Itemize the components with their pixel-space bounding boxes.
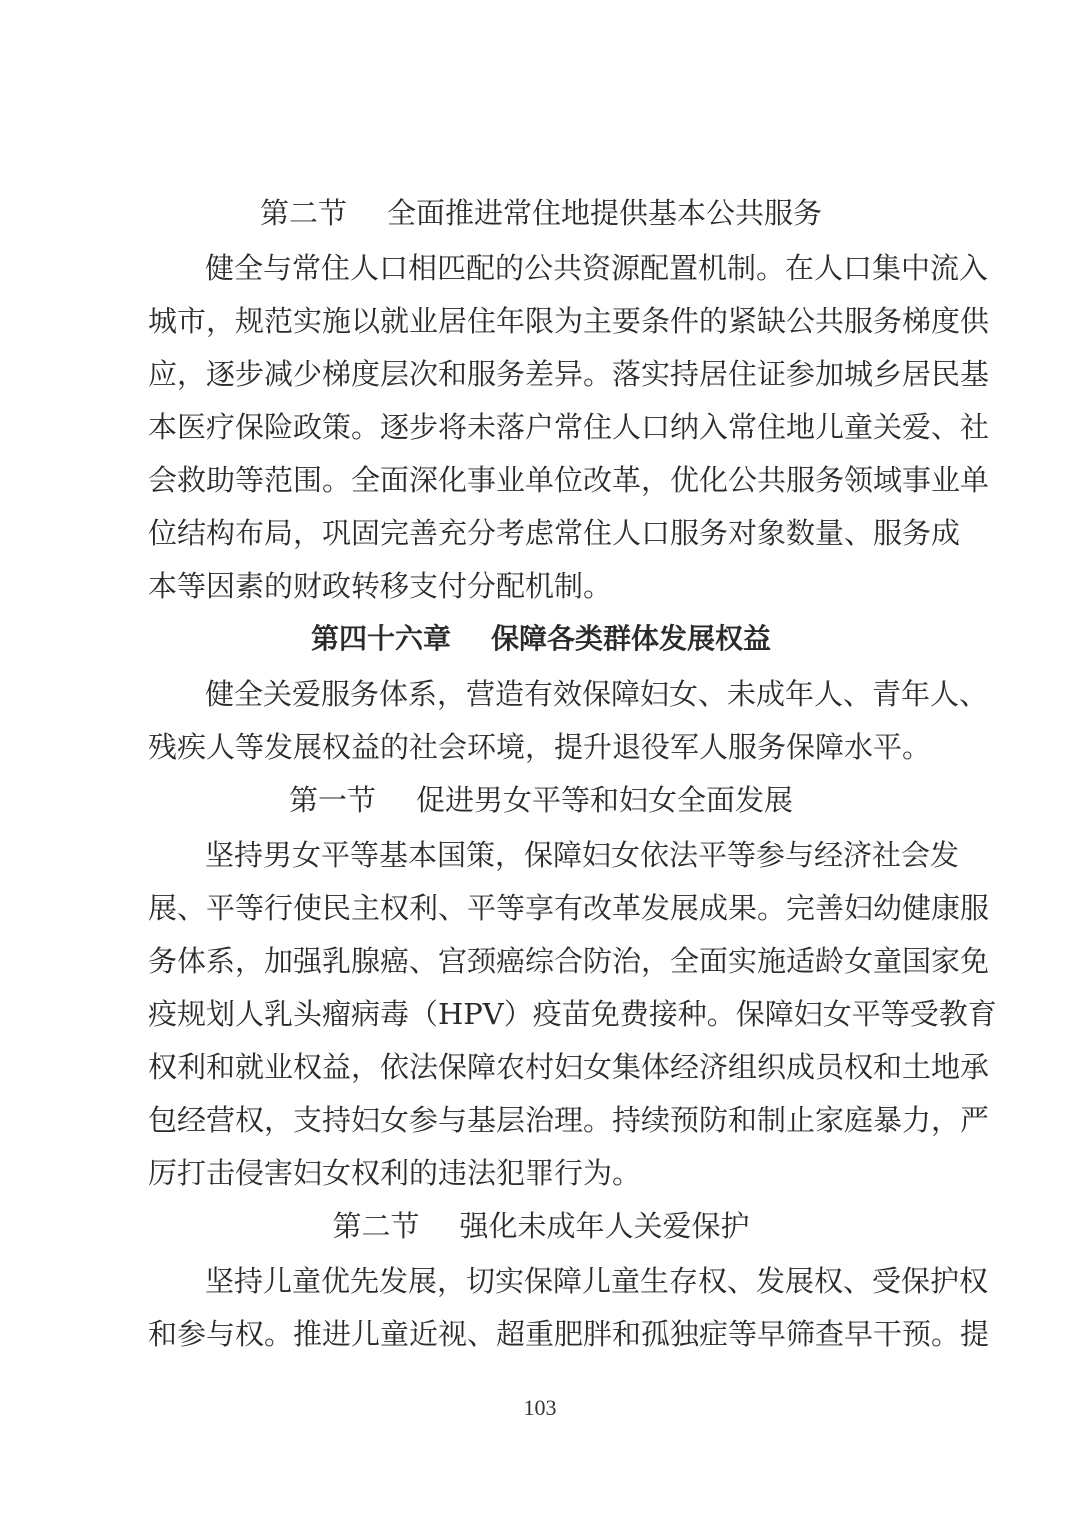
- paragraph-line: 应，逐步减少梯度层次和服务差异。落实持居住证参加城乡居民基: [148, 357, 990, 391]
- chapter-label: 第四十六章: [310, 622, 451, 655]
- section-title: 促进男女平等和妇女全面发展: [416, 783, 794, 817]
- section-label: 第一节: [288, 783, 376, 817]
- paragraph-line: 位结构布局，巩固完善充分考虑常住人口服务对象数量、服务成: [148, 516, 961, 550]
- paragraph-line: 坚持男女平等基本国策，保障妇女依法平等参与经济社会发: [205, 838, 960, 872]
- section-heading: [148, 193, 934, 233]
- paragraph-line: 本医疗保险政策。逐步将未落户常住人口纳入常住地儿童关爱、社: [148, 410, 990, 444]
- section-title: 强化未成年人关爱保护: [459, 1209, 750, 1243]
- paragraph-line: 疫规划人乳头瘤病毒（HPV）疫苗免费接种。保障妇女平等受教育: [148, 997, 997, 1031]
- paragraph-line: 城市，规范实施以就业居住年限为主要条件的紧缺公共服务梯度供: [148, 304, 990, 338]
- paragraph-line: 本等因素的财政转移支付分配机制。: [148, 569, 613, 603]
- section-heading: [148, 1206, 934, 1246]
- paragraph-line: 厉打击侵害妇女权利的违法犯罪行为。: [148, 1156, 642, 1190]
- paragraph-line: 权利和就业权益，依法保障农村妇女集体经济组织成员权和土地承: [148, 1050, 990, 1084]
- paragraph-line: 展、平等行使民主权利、平等享有改革发展成果。完善妇幼健康服: [148, 891, 990, 925]
- section-label: 第二节: [332, 1209, 420, 1243]
- section-heading: [148, 780, 934, 820]
- paragraph-line: 坚持儿童优先发展，切实保障儿童生存权、发展权、受保护权: [205, 1264, 989, 1298]
- paragraph-line: 健全与常住人口相匹配的公共资源配置机制。在人口集中流入: [205, 251, 989, 285]
- page-number: 103: [523, 1395, 557, 1420]
- paragraph-line: 健全关爱服务体系，营造有效保障妇女、未成年人、青年人、: [205, 677, 989, 711]
- chapter-title: 保障各类群体发展权益: [491, 622, 772, 655]
- paragraph-line: 和参与权。推进儿童近视、超重肥胖和孤独症等早筛查早干预。提: [148, 1317, 990, 1351]
- chapter-heading: [148, 619, 934, 659]
- paragraph-line: 务体系，加强乳腺癌、宫颈癌综合防治，全面实施适龄女童国家免: [148, 944, 990, 978]
- paragraph-line: 残疾人等发展权益的社会环境，提升退役军人服务保障水平。: [148, 730, 932, 764]
- section-title: 全面推进常住地提供基本公共服务: [387, 196, 823, 230]
- paragraph-line: 包经营权，支持妇女参与基层治理。持续预防和制止家庭暴力，严: [148, 1103, 990, 1137]
- paragraph-line: 会救助等范围。全面深化事业单位改革，优化公共服务领域事业单: [148, 463, 990, 497]
- section-label: 第二节: [259, 196, 347, 230]
